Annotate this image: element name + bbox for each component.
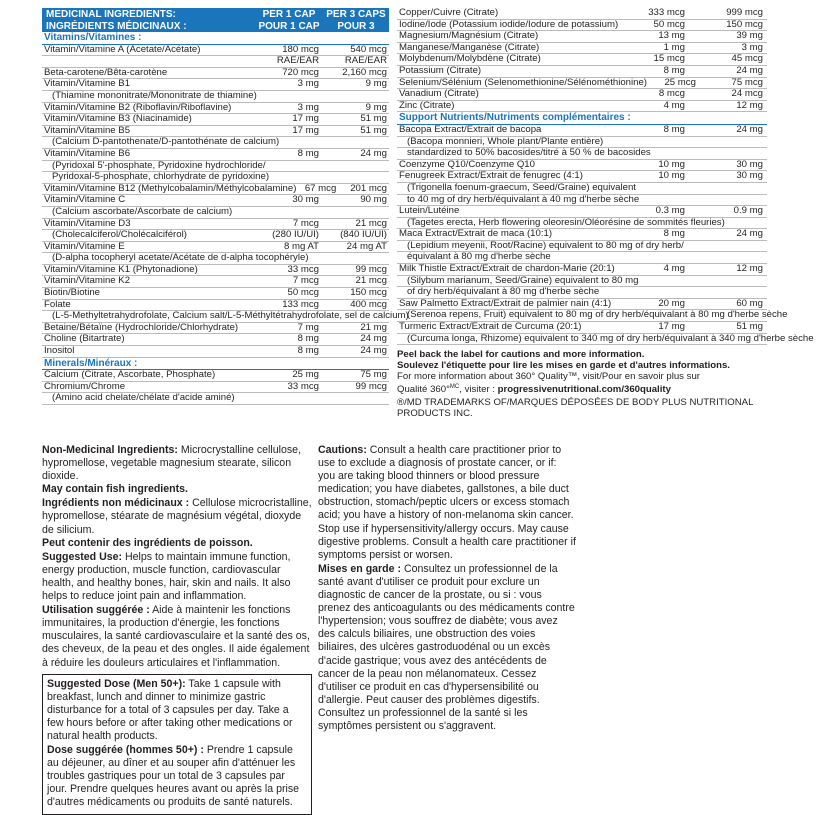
amount-per-cap: 0.3 mg (655, 205, 685, 217)
directions-column (42, 444, 312, 815)
amount-per-3-caps (727, 241, 767, 252)
amount-per-cap (269, 172, 330, 183)
ingredient-name: standardized to 50% bacosides/titré à 50 % de bacosides (407, 147, 651, 159)
cautions-column (318, 444, 576, 734)
amount-per-cap: 17 mg (292, 113, 319, 125)
amount-per-cap: 20 mg (658, 297, 685, 309)
quality-url: progressivenutritional.com/360quality (497, 384, 671, 396)
ingredient-name: (Amino acid chelate/chélate d'acide aminé) (52, 392, 235, 404)
ingredient-name: Milk Thistle Extract/Extrait de chardon-Marie (20:1) (399, 263, 615, 275)
amount-per-3-caps: 24 mg (360, 345, 387, 357)
mises-en-garde: Mises en garde : Consultez un professionnel de la santé avant d'utiliser ce produit pour exclure un diagnostic de cancer de la prostate, ou si : vous prenez des anticoagulants ou des médicaments contre l'hypertension; vous souffrez de diabète; vous avez des calculs biliaires, une obstruction des voies biliaires, des ulcères gastroduodénal ou un excès d'acide gastrique; vous avez des antécédents de cancer de la peau non mélanomateux. Cessez d'utiliser ce produit en cas d'hypersensibilité ou d'allergie. Peut causer des problèmes digestifs. Consultez un professionnel de la santé si les symptômes persistent ou s'aggravent. (318, 562, 575, 732)
amount-per-cap: 30 mg (292, 194, 319, 206)
header-per-3caps-fr: POUR 3 CAPS (337, 20, 375, 43)
amount-per-3-caps: 24 mg AT (346, 240, 387, 252)
amount-per-3-caps (795, 310, 797, 321)
dose-suggeree: Dose suggérée (hommes 50+) : Prendre 1 capsule au déjeuner, au dîner et au souper afin d'atténuer les troubles gastriques pour un total de 3 capsules par jour. Prendre quelques heures avant ou après la prise d'autres médicaments ou produits de santé naturels. (47, 744, 300, 809)
amount-per-3-caps: 21 mcg (355, 275, 387, 287)
ingredient-name: Iodine/Iode (Potassium iodide/Iodure de potassium) (399, 18, 619, 30)
amount-per-3-caps: 9 mg (365, 101, 387, 113)
amount-per-3-caps: 60 mg (736, 297, 763, 309)
ingredient-name: Magnesium/Magnésium (Citrate) (399, 30, 539, 42)
amount-per-cap: 15 mcg (653, 53, 685, 65)
ingredient-name: Manganese/Manganèse (Citrate) (399, 41, 540, 53)
amount-per-cap: 33 mcg (287, 380, 319, 392)
amount-per-3-caps (335, 137, 389, 148)
amount-per-3-caps: 45 mcg (731, 53, 763, 65)
ingredient-name: (Cholecalciferol/Cholécalciférol) (52, 229, 187, 241)
ingredient-name: Maca Extract/Extrait de maca (10:1) (399, 228, 553, 240)
amount-per-3-caps (328, 161, 389, 172)
amount-per-cap (309, 253, 351, 264)
amount-per-cap: 7 mcg (292, 217, 319, 229)
ingredient-name: (Calcium ascorbate/Ascorbate de calcium) (52, 205, 233, 217)
amount-per-3-caps: 2,160 mcg (342, 66, 387, 78)
ingredient-name: (Calcium D-pantothenate/D-pantothénate de calcium) (52, 136, 280, 148)
amount-per-cap: 67 mcg (304, 182, 337, 194)
amount-per-cap (266, 161, 329, 172)
ingredient-name: Vitamin/Vitamine C (44, 194, 126, 206)
ingredient-name: (D-alpha tocopheryl acetate/Acétate de d-alpha tocophéryle) (52, 252, 309, 264)
amount-per-cap (684, 241, 727, 252)
more-info-line-2: Qualité 360°$^{MC}$, visiter : progressivenutritional.com/360quality (397, 384, 671, 396)
amount-per-cap: 3 mg (297, 101, 319, 113)
amount-per-3-caps: 150 mcg (726, 18, 763, 30)
amount-per-3-caps (748, 218, 767, 229)
amount-per-cap: 25 mg (292, 369, 319, 381)
minerals-list (42, 370, 389, 405)
ingredient-row (397, 148, 767, 160)
amount-per-3-caps: 24 mg (736, 123, 763, 135)
amount-per-cap: 4 mg (663, 99, 685, 111)
more-info-line-1: For more information about 360° Quality™, visit/Pour en savoir plus sur (397, 371, 700, 383)
ingredients-non-medicinaux: Ingrédients non médicinaux : Cellulose microcristalline, hypromellose, stéarate de magnésium végétal, dioxyde de silicium. Peut contenir des ingrédients de poisson. (42, 497, 312, 549)
ingredient-row (42, 393, 389, 405)
amount-per-cap: 8 mg AT (283, 240, 319, 252)
amount-per-3-caps (330, 172, 389, 183)
amount-per-cap: 7 mcg (292, 275, 319, 287)
ingredient-row (397, 206, 767, 218)
label-notes (397, 349, 767, 419)
ingredient-name: Folate (44, 298, 71, 310)
amount-per-cap: 180 mcg (282, 43, 319, 55)
ingredient-name: Vitamin/Vitamine B12 (Methylcobalamin/Méthylcobalamine) (44, 182, 297, 194)
ingredient-name: (Thiamine mononitrate/Mononitrate de thiamine) (52, 89, 257, 101)
ingredient-name: (Trigonella foenum-graecum, Seed/Graine) equivalent (407, 181, 636, 193)
amount-per-3-caps: RAE/EAR (344, 55, 387, 67)
amount-per-3-caps (327, 393, 389, 404)
ingredient-name: (Serenoa repens, Fruit) equivalent to 80 mg of dry herb/équivalant à 80 mg d'herbe sèche (407, 309, 788, 321)
amount-per-cap: 8 mg (297, 147, 319, 159)
ingredient-name: (Tagetes erecta, Herb flowering oleoresin/Oléorésine de sommités fleuries) (407, 216, 725, 228)
medicinal-ingredients-table (42, 8, 409, 405)
amount-per-3-caps: 201 mcg (350, 182, 387, 194)
ingredient-row (42, 288, 389, 300)
amount-per-cap: 4 mg (663, 263, 685, 275)
ingredient-name (42, 56, 263, 67)
amount-per-3-caps: 51 mg (360, 113, 387, 125)
header-per-cap-en: PER 1 CAP (262, 9, 316, 20)
amount-per-3-caps: 400 mcg (350, 298, 387, 310)
header-medicinal-en: MEDICINAL INGREDIENTS: (46, 9, 176, 20)
ingredient-name: Vanadium (Citrate) (399, 88, 479, 100)
amount-per-cap (263, 207, 327, 218)
ingredient-name: Vitamin/Vitamine B3 (Niacinamide) (44, 113, 192, 125)
amount-per-3-caps: 3 mg (741, 41, 763, 53)
amount-per-3-caps (327, 207, 389, 218)
amount-per-3-caps: 90 mg (360, 194, 387, 206)
peel-note-fr: Soulevez l'étiquette pour lire les mises en garde et d'autres informations. (397, 360, 730, 372)
amount-per-3-caps: 24 mcg (731, 88, 763, 100)
amount-per-3-caps: 999 mcg (726, 7, 763, 18)
ingredient-name: Pyridoxal-5-phosphate, chlorhydrate de pyridoxine) (52, 171, 270, 183)
amount-per-cap: 50 mcg (653, 18, 685, 30)
suggested-dose-box (42, 674, 312, 815)
header-per-3caps-en: PER 3 CAPS (326, 9, 386, 20)
amount-per-cap: 8 mg (663, 64, 685, 76)
suggested-use: Suggested Use: Helps to maintain immune function, energy production, muscle function, cardiovascular health, and healthy bones, hair, skin and nails. It also helps to reduce joint pain and inflammation. (42, 550, 291, 603)
amount-per-3-caps: 24 mg (360, 333, 387, 345)
amount-per-3-caps: 51 mg (360, 124, 387, 136)
amount-per-3-caps: 51 mg (736, 321, 763, 333)
amount-per-3-caps: 75 mg (360, 369, 387, 381)
ingredient-name: Choline (Bitartrate) (44, 333, 125, 345)
section-vitamins: Vitamins/Vitamines : (42, 33, 389, 45)
ingredient-row (42, 230, 389, 242)
ingredient-row (397, 101, 767, 113)
amount-per-3-caps (705, 287, 767, 298)
amount-per-3-caps: 24 mg (736, 228, 763, 240)
amount-per-3-caps: 99 mcg (355, 263, 387, 275)
non-medicinal-ingredients: Non-Medicinal Ingredients: Microcrystalline cellulose, hypromellose, vegetable magnesium stearate, silicon dioxide. May contain fish ingredients. (42, 444, 302, 496)
ingredient-name: Bacopa Extract/Extrait de bacopa (399, 123, 542, 135)
ingredient-name: (Pyridoxal 5'-phosphate, Pyridoxine hydrochloride/ (52, 159, 266, 171)
ingredient-name: Fenugreek Extract/Extrait de fenugrec (4:1) (399, 170, 583, 182)
amount-per-cap: 720 mcg (282, 66, 319, 78)
amount-per-3-caps: 0.9 mg (733, 205, 763, 217)
amount-per-3-caps: 21 mcg (355, 217, 387, 229)
support-nutrients-list (397, 123, 814, 345)
ingredient-name: (Silybum marianum, Seed/Graine) equivalent to 80 mg (407, 274, 639, 286)
ingredient-row (42, 114, 389, 126)
amount-per-3-caps (705, 137, 767, 148)
amount-per-3-caps (705, 276, 767, 287)
ingredient-row (397, 8, 767, 20)
amount-per-3-caps: 540 mcg (350, 43, 387, 55)
amount-per-cap (641, 252, 705, 263)
ingredient-row (397, 125, 767, 137)
ingredient-name: to 40 mg of dry herb/équivalant à 40 mg d'herbe sèche (407, 193, 640, 205)
amount-per-cap (641, 287, 705, 298)
section-support-nutrients: Support Nutrients/Nutriments complémentaires : (397, 113, 767, 125)
amount-per-cap: 10 mg (658, 170, 685, 182)
ingredient-name: Vitamin/Vitamine K1 (Phytonadione) (44, 263, 198, 275)
amount-per-cap: 50 mcg (287, 287, 319, 299)
ingredient-name: Coenzyme Q10/Coenzyme Q10 (399, 158, 535, 170)
ingredient-row (42, 172, 389, 184)
ingredient-name: Molybdenum/Molybdène (Citrate) (399, 53, 541, 65)
amount-per-cap: 7 mg (297, 321, 319, 333)
ingredient-name: Betaine/Bétaïne (Hydrochloride/Chlorhydrate) (44, 321, 239, 333)
amount-per-3-caps (705, 252, 767, 263)
ingredient-name: Saw Palmetto Extract/Extrait de palmier nain (4:1) (399, 297, 612, 309)
ingredient-name: Lutein/Lutéine (399, 205, 460, 217)
amount-per-3-caps: 150 mcg (350, 287, 387, 299)
amount-per-3-caps: 9 mg (365, 78, 387, 90)
ingredient-name: (Bacopa monnieri, Whole plant/Plante entière) (407, 135, 604, 147)
amount-per-cap: 8 mg (663, 123, 685, 135)
amount-per-3-caps (705, 195, 767, 206)
amount-per-cap (641, 137, 705, 148)
ingredient-name: Vitamin/Vitamine A (Acetate/Acétate) (44, 43, 201, 55)
ingredient-row (397, 264, 767, 276)
amount-per-cap: 8 mg (297, 333, 319, 345)
amount-per-cap: 8 mcg (658, 88, 685, 100)
ingredient-row (397, 66, 767, 78)
amount-per-cap (641, 183, 705, 194)
amount-per-3-caps (705, 183, 767, 194)
amount-per-cap (814, 334, 822, 345)
amount-per-3-caps (351, 253, 389, 264)
amount-per-cap: 25 mcg (664, 76, 696, 88)
ingredient-row (42, 334, 389, 346)
amount-per-3-caps: 30 mg (736, 170, 763, 182)
ingredient-name: (Curcuma longa, Rhizome) equivalent to 340 mg of dry herb/équivalant à 340 mg d'herbe sèche (407, 332, 814, 344)
trademark-note: ®/MD TRADEMARKS OF/MARQUES DÉPOSÉES DE BODY PLUS NUTRITIONAL PRODUCTS INC. (397, 397, 754, 420)
amount-per-3-caps: 24 mg (736, 64, 763, 76)
section-minerals: Minerals/Minéraux : (42, 359, 389, 371)
amount-per-cap (725, 218, 749, 229)
ingredient-name: Vitamin/Vitamine B1 (44, 78, 131, 90)
amount-per-3-caps: 12 mg (736, 263, 763, 275)
amount-per-cap: 13 mg (658, 30, 685, 42)
ingredient-row (42, 149, 389, 161)
amount-per-3-caps: 99 mcg (355, 380, 387, 392)
ingredient-name: Potassium (Citrate) (399, 64, 482, 76)
amount-per-3-caps: 24 mg (360, 147, 387, 159)
ingredient-row (397, 183, 767, 195)
ingredient-name: Biotin/Biotine (44, 287, 100, 299)
ingredient-row (42, 207, 389, 219)
amount-per-3-caps (327, 91, 389, 102)
amount-per-cap: 3 mg (297, 78, 319, 90)
amount-per-cap: 8 mg (663, 228, 685, 240)
ingredient-name: Vitamin/Vitamine K2 (44, 275, 131, 287)
amount-per-cap: 333 mcg (648, 7, 685, 18)
amount-per-cap: 10 mg (658, 158, 685, 170)
ingredient-name: Vitamin/Vitamine D3 (44, 217, 131, 229)
suggested-dose: Suggested Dose (Men 50+): Take 1 capsule with breakfast, lunch and dinner to minimize gastric disturbance for a total of 3 capsules per day. Take a few hours before or after taking other medications or natural health products. (47, 677, 293, 742)
ingredient-name: Zinc (Citrate) (399, 99, 455, 111)
ingredient-name: Selenium/Sélénium (Selenomethionine/Sélénométhionine) (399, 76, 647, 88)
ingredient-name: Copper/Cuivre (Citrate) (399, 7, 499, 18)
amount-per-cap (263, 393, 327, 404)
ingredient-row (397, 322, 767, 334)
amount-per-cap: 17 mg (658, 321, 685, 333)
amount-per-3-caps: 12 mg (736, 99, 763, 111)
ingredient-row (42, 346, 389, 358)
ingredient-name: Inositol (44, 345, 75, 357)
ingredient-row (42, 45, 389, 57)
amount-per-3-caps: 21 mg (360, 321, 387, 333)
amount-per-cap (787, 310, 795, 321)
cautions: Cautions: Consult a health care practitioner prior to use to exclude a diagnosis of prostate cancer, or if: you are taking blood thinners or blood pressure medication; you have diabetes, gallstones, a bile duct obstruction, stomach/peptic ulcers or excess stomach acid; you have a history of non-melanoma skin cancer. Stop use if hypersensitivity/allergy occurs. May cause digestive problems. Consult a health care practitioner if symptoms persist or worsen. (318, 444, 576, 561)
amount-per-cap (263, 91, 327, 102)
amount-per-cap (641, 195, 705, 206)
ingredient-name: Vitamin/Vitamine B6 (44, 147, 131, 159)
amount-per-3-caps: 39 mg (736, 30, 763, 42)
amount-per-cap: 1 mg (663, 41, 685, 53)
ingredient-row (397, 332, 814, 346)
header-medicinal-fr: INGRÉDIENTS MÉDICINAUX : (46, 20, 187, 32)
amount-per-cap: 8 mg (297, 345, 319, 357)
amount-per-cap (279, 137, 335, 148)
ingredient-name: Chromium/Chrome (44, 380, 126, 392)
amount-per-cap: (280 IU/UI) (272, 229, 319, 241)
ingredient-row (397, 89, 767, 101)
ingredient-name: Vitamin/Vitamine E (44, 240, 125, 252)
ingredients-table-continued (397, 7, 814, 420)
amount-per-cap: 133 mcg (282, 298, 319, 310)
ingredient-name: Turmeric Extract/Extrait de Curcuma (20:1) (399, 321, 582, 333)
amount-per-3-caps: 30 mg (736, 158, 763, 170)
amount-per-3-caps: 75 mcg (731, 76, 763, 88)
ingredient-name: Vitamin/Vitamine B5 (44, 124, 131, 136)
header-per-cap-fr: POUR 1 CAP (258, 20, 320, 32)
ingredient-name: Calcium (Citrate, Ascorbate, Phosphate) (44, 369, 216, 381)
amount-per-3-caps (822, 334, 824, 345)
amount-per-cap: 17 mg (292, 124, 319, 136)
ingredient-name: Beta-carotene/Bêta-carotène (44, 66, 168, 78)
amount-per-cap (641, 276, 705, 287)
peel-note-en: Peel back the label for cautions and more information. (397, 349, 645, 361)
vitamins-list (42, 43, 409, 358)
amount-per-cap: RAE/EAR (276, 55, 319, 67)
minerals-list-continued (397, 8, 767, 112)
amount-per-3-caps: (840 IU/UI) (340, 229, 387, 241)
ingredient-name: of dry herb/équivalant à 80 mg d'herbe sèche (407, 286, 600, 298)
amount-per-3-caps (710, 148, 767, 159)
ingredient-row (42, 91, 389, 103)
ingredient-name: équivalant à 80 mg d'herbe sèche (407, 251, 551, 263)
amount-per-cap: 33 mcg (287, 263, 319, 275)
amount-per-cap (651, 148, 710, 159)
ingredient-name: (L-5-Methyltetrahydrofolate, Calcium salt/L-5-Méthyltétrahydrofolate, sel de calcium) (52, 310, 409, 322)
ingredient-name: (Lepidium meyenii, Root/Racine) equivalent to 80 mg of dry herb/ (407, 239, 684, 251)
utilisation-suggeree: Utilisation suggérée : Aide à maintenir les fonctions immunitaires, la production d'énergie, les fonctions musculaires, la santé cardiovasculaire et la santé des os, des cheveux, de la peau et des ongles. Il aide également à réduire les douleurs articulaires et l'inflammation. (42, 604, 310, 669)
ingredient-name: Vitamin/Vitamine B2 (Riboflavin/Riboflavine) (44, 101, 232, 113)
